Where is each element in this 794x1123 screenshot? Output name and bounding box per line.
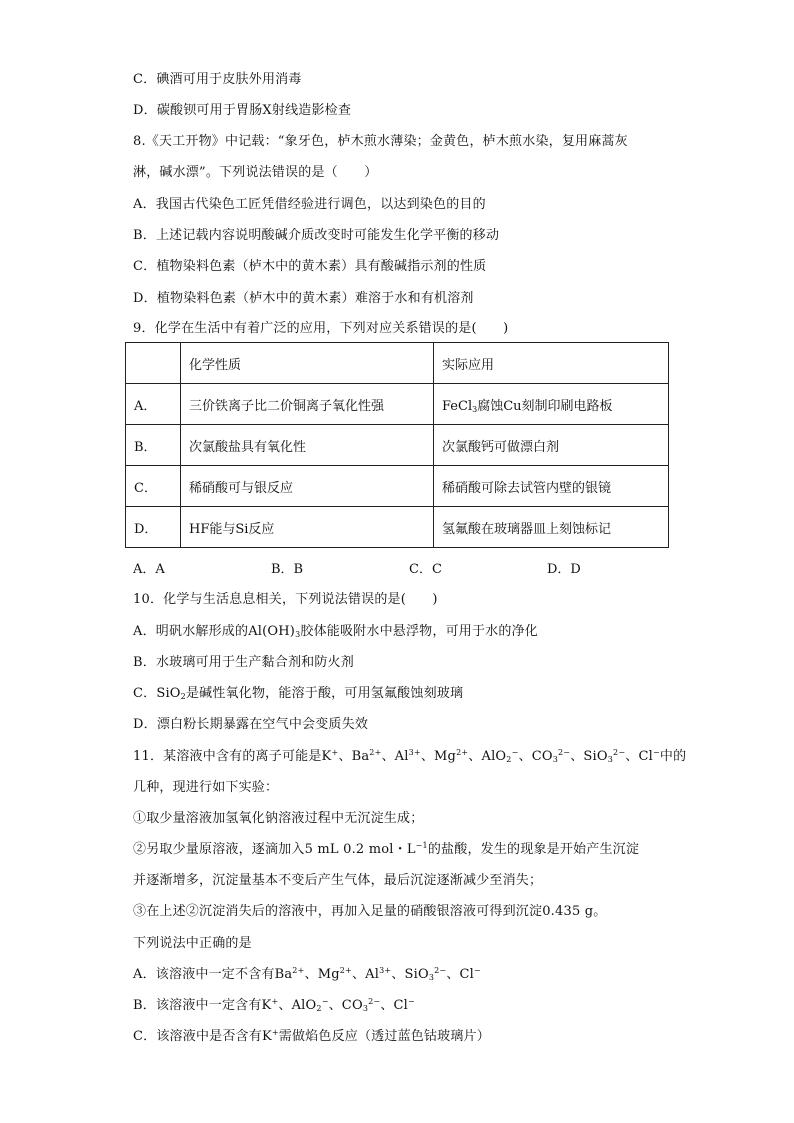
q11-option-c: C．该溶液中是否含有K+需做焰色反应（透过蓝色钴玻璃片） [133, 1028, 490, 1044]
q11-ask: 下列说法中正确的是 [133, 936, 252, 951]
q11-step-3: ③在上述②沉淀消失后的溶液中，再加入足量的硝酸银溶液可得到沉淀0.435 g。 [133, 904, 607, 919]
table-header-cell [126, 343, 181, 384]
row-label: B． [126, 425, 181, 466]
q8-option-d: D．植物染料色素（栌木中的黄木素）难溶于水和有机溶剂 [133, 291, 474, 306]
table-row [126, 425, 669, 466]
q7-option-d: D．碳酸钡可用于胃肠X射线造影检查 [133, 103, 352, 118]
q7-option-c: C．碘酒可用于皮肤外用消毒 [133, 72, 302, 87]
q9-table [125, 342, 669, 548]
q9-option-b: B．B [271, 562, 304, 577]
q8-option-a: A．我国古代染色工匠凭借经验进行调色，以达到染色的目的 [133, 197, 486, 212]
q8-option-b: B．上述记载内容说明酸碱介质改变时可能发生化学平衡的移动 [133, 228, 500, 243]
q10-option-b: B．水玻璃可用于生产黏合剂和防火剂 [133, 655, 354, 670]
q11-step-2-line1: ②另取少量原溶液，逐滴加入5 mL 0.2 mol・$L^{-1}$的盐酸，发生的现象是开始产生沉淀 [133, 841, 640, 857]
row-property: HF能与Si反应 [181, 507, 434, 548]
q9-option-d: D．D [547, 562, 581, 577]
row-property: 次氯酸盐具有氧化性 [181, 425, 434, 466]
q8-option-c: C．植物染料色素（栌木中的黄木素）具有酸碱指示剂的性质 [133, 259, 487, 274]
table-header-use: 实际应用 [434, 343, 669, 384]
q10-option-c: C．SiO$_2$是碱性氧化物，能溶于酸，可用氢氟酸蚀刻玻璃 [133, 686, 464, 701]
q11-stem-line2: 几种，现进行如下实验： [133, 780, 279, 795]
q9-option-c: C．C [409, 562, 442, 577]
q11-option-b: B．该溶液中一定含有K+、AlO$_2$−、$CO_3^{2-}$、Cl− [133, 997, 415, 1013]
q8-stem-line2: 淋，碱水漂”。下列说法错误的是（ ） [133, 165, 378, 180]
q9-stem: 9．化学在生活中有着广泛的应用，下列对应关系错误的是( ) [133, 321, 509, 336]
row-use: FeCl$_3$腐蚀Cu刻制印刷电路板 [434, 384, 669, 425]
q10-option-a: A．明矾水解形成的$Al(OH)_3$胶体能吸附水中悬浮物，可用于水的净化 [133, 624, 538, 639]
q9-option-a: A．A [133, 562, 165, 577]
row-property: 稀硝酸可与银反应 [181, 466, 434, 507]
q11-step-1: ①取少量溶液加氢氧化钠溶液过程中无沉淀生成； [133, 811, 424, 826]
table-header-row [126, 343, 669, 384]
q10-stem: 10．化学与生活息息相关，下列说法错误的是( ) [133, 592, 438, 607]
q8-stem-line1: 8.《天工开物》中记载：“象牙色，栌木煎水薄染；金黄色，栌木煎水染，复用麻蒿灰 [133, 134, 628, 149]
row-use: 次氯酸钙可做漂白剂 [434, 425, 669, 466]
row-label: D． [126, 507, 181, 548]
table-row [126, 384, 669, 425]
table-header-property: 化学性质 [181, 343, 434, 384]
q11-option-a: A．该溶液中一定不含有$Ba^{2+}$、$Mg^{2+}$、$Al^{3+}$、SiO$_3^{2-}$、Cl− [133, 966, 481, 982]
q11-stem-line1: 11．某溶液中含有的离子可能是K+、$Ba^{2+}$、$Al^{3+}$、$Mg^{2+}$、AlO$_2$−、$CO_3^{2-}$、SiO$_3^{2-}$、Cl−中的 [133, 748, 687, 764]
q11-step-2-line2: 并逐渐增多，沉淀量基本不变后产生气体，最后沉淀逐渐减少至消失； [133, 873, 543, 888]
row-use: 氢氟酸在玻璃器皿上刻蚀标记 [434, 507, 669, 548]
row-label: A． [126, 384, 181, 425]
row-label: C． [126, 466, 181, 507]
row-property: 三价铁离子比二价铜离子氧化性强 [181, 384, 434, 425]
row-use: 稀硝酸可除去试管内壁的银镜 [434, 466, 669, 507]
q10-option-d: D．漂白粉长期暴露在空气中会变质失效 [133, 717, 369, 732]
table-row [126, 466, 669, 507]
q9-options [133, 558, 633, 578]
table-row [126, 507, 669, 548]
